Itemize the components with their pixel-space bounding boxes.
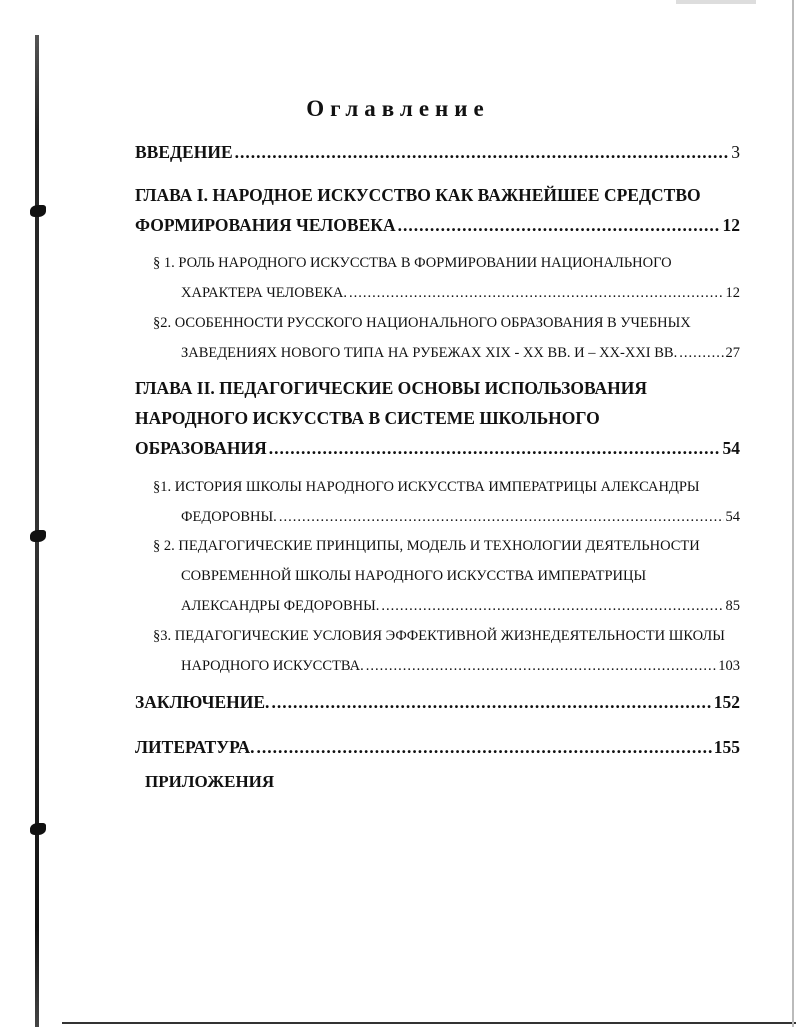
dot-leader <box>279 502 724 532</box>
binding-edge <box>30 35 44 1027</box>
dot-leader <box>366 651 717 681</box>
entry-label: НАРОДНОГО ИСКУССТВА. <box>181 658 364 674</box>
entry-label: ФЕДОРОВНЫ. <box>181 509 277 525</box>
binding-mark <box>30 530 46 542</box>
entry-label: §2. ОСОБЕННОСТИ РУССКОГО НАЦИОНАЛЬНОГО ОБРАЗОВАНИЯ В УЧЕБНЫХ <box>153 315 691 331</box>
entry-page: 54 <box>722 438 740 458</box>
entry-page: 27 <box>725 345 740 361</box>
scan-top-artifact <box>676 0 756 4</box>
entry-label: § 2. ПЕДАГОГИЧЕСКИЕ ПРИНЦИПЫ, МОДЕЛЬ И ТЕХНОЛОГИИ ДЕЯТЕЛЬНОСТИ <box>153 538 700 554</box>
toc-entry-ch2-s1 <box>135 472 740 532</box>
entry-label: ФОРМИРОВАНИЯ ЧЕЛОВЕКА <box>135 215 396 235</box>
dot-leader <box>381 591 723 621</box>
dot-leader <box>398 210 721 240</box>
dot-leader <box>679 338 723 368</box>
entry-page: 155 <box>713 737 740 757</box>
entry-label: ВВЕДЕНИЕ <box>135 142 233 162</box>
toc-entry-chapter2 <box>135 373 740 463</box>
entry-page: 152 <box>713 692 740 712</box>
dot-leader <box>349 278 723 308</box>
toc-entry-literature <box>135 732 740 762</box>
dot-leader <box>269 433 721 463</box>
dot-leader <box>257 732 712 762</box>
entry-label: ЗАКЛЮЧЕНИЕ. <box>135 692 270 712</box>
toc-title: Оглавление <box>306 96 490 121</box>
entry-label: АЛЕКСАНДРЫ ФЕДОРОВНЫ. <box>181 598 380 614</box>
dot-leader <box>271 687 711 717</box>
binding-mark <box>30 823 46 835</box>
entry-label: СОВРЕМЕННОЙ ШКОЛЫ НАРОДНОГО ИСКУССТВА ИМПЕРАТРИЦЫ <box>181 568 647 584</box>
entry-label: ГЛАВА I. НАРОДНОЕ ИСКУССТВО КАК ВАЖНЕЙШЕЕ СРЕДСТВО <box>135 185 701 205</box>
scan-right-edge <box>792 0 794 1027</box>
entry-page: 3 <box>731 142 740 162</box>
scan-bottom-edge <box>62 1022 796 1024</box>
entry-page: 103 <box>718 658 740 674</box>
entry-label: §3. ПЕДАГОГИЧЕСКИЕ УСЛОВИЯ ЭФФЕКТИВНОЙ ЖИЗНЕДЕЯТЕЛЬНОСТИ ШКОЛЫ <box>153 628 725 644</box>
entry-label: НАРОДНОГО ИСКУССТВА В СИСТЕМЕ ШКОЛЬНОГО <box>135 408 600 428</box>
entry-page: 85 <box>725 598 740 614</box>
entry-label: § 1. РОЛЬ НАРОДНОГО ИСКУССТВА В ФОРМИРОВАНИИ НАЦИОНАЛЬНОГО <box>153 255 672 271</box>
toc-entry-ch2-s3 <box>135 621 740 681</box>
entry-line <box>135 180 740 210</box>
entry-label: ХАРАКТЕРА ЧЕЛОВЕКА. <box>181 285 348 301</box>
toc-entry-intro <box>135 137 740 167</box>
entry-label: ЗАВЕДЕНИЯХ НОВОГО ТИПА НА РУБЕЖАХ XIX - XX ВВ. И – XX-XXI ВВ. <box>181 345 678 361</box>
entry-label: §1. ИСТОРИЯ ШКОЛЫ НАРОДНОГО ИСКУССТВА ИМПЕРАТРИЦЫ АЛЕКСАНДРЫ <box>153 479 700 495</box>
binding-mark <box>30 205 46 217</box>
entry-page: 12 <box>722 215 740 235</box>
toc-entry-appendix: ПРИЛОЖЕНИЯ <box>145 772 275 791</box>
toc-entry-ch2-s2 <box>135 531 740 621</box>
entry-label: ЛИТЕРАТУРА. <box>135 737 255 757</box>
entry-page: 12 <box>725 285 740 301</box>
entry-label: ОБРАЗОВАНИЯ <box>135 438 267 458</box>
toc-entry-ch1-s1 <box>135 248 740 308</box>
entry-page: 54 <box>725 509 740 525</box>
dot-leader <box>235 137 730 167</box>
entry-label: ГЛАВА II. ПЕДАГОГИЧЕСКИЕ ОСНОВЫ ИСПОЛЬЗОВАНИЯ <box>135 378 648 398</box>
toc-entry-chapter1 <box>135 180 740 240</box>
toc-entry-ch1-s2 <box>135 308 740 368</box>
toc-entry-conclusion <box>135 687 740 717</box>
